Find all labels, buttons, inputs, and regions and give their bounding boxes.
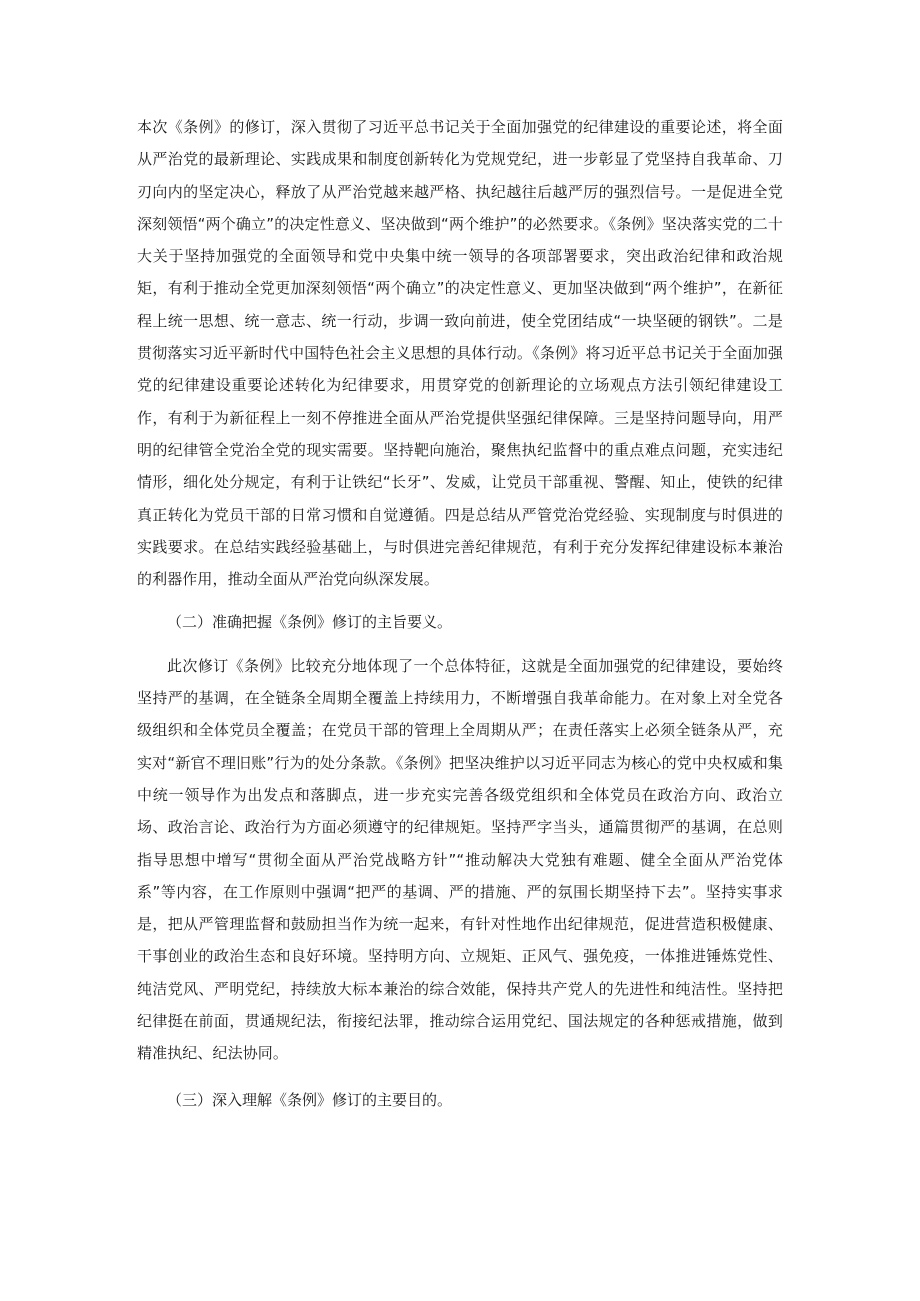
section-heading-3: （三）深入理解《条例》修订的主要目的。 — [167, 1090, 453, 1109]
paragraph-spacer — [137, 639, 783, 650]
paragraph-main-purpose: 此次修订《条例》比较充分地体现了一个总体特征，这就是全面加强党的纪律建设，要始终坚持严的基调，在全链条全周期全覆盖上持续用力，不断增强自我革命能力。在对象上对全党各级组织和全体党员全覆盖；在党员干部的管理上全周期从严；在责任落实上必须全链条从严，充实对“新官不理旧账”行为的处分条款。《条例》把坚决维护以习近平同志为核心的党中央权威和集中统一领导作为出发点和落脚点，进一步充实完善各级党组织和全体党员在政治方向、政治立场、政治言论、政治行为方面必须遵守的纪律规矩。坚持严字当头，通篇贯彻严的基调，在总则指导思想中增写“贯彻全面从严治党战略方针”“推动解决大党独有难题、健全全面从严治党体系”等内容，在工作原则中强调“把严的基调、严的措施、严的氛围长期坚持下去”。坚持实事求是，把从严管理监督和鼓励担当作为统一起来，有针对性地作出纪律规范，促进营造积极健康、干事创业的政治生态和良好环境。坚持明方向、立规矩、正风气、强免疫，一体推进锤炼党性、纯洁党风、严明党纪，持续放大标本兼治的综合效能，保持共产党人的先进性和纯洁性。坚持把纪律挺在前面，贯通规纪法，衔接纪法罪，推动综合运用党纪、国法规定的各种惩戒措施，做到精准执纪、纪法协同。 — [137, 656, 783, 1063]
paragraph-spacer — [137, 1070, 783, 1084]
paragraph-spacer — [137, 595, 783, 606]
paragraph-revision-significance: 本次《条例》的修订，深入贯彻了习近平总书记关于全面加强党的纪律建设的重要论述，将全面从严治党的最新理论、实践成果和制度创新转化为党规党纪，进一步彰显了党坚持自我革命、刀刃向内的坚定决心，释放了从严治党越来越严格、执纪越往后越严厉的强烈信号。一是促进全党深刻领悟“两个确立”的决定性意义、坚决做到“两个维护”的必然要求。《条例》坚决落实党的二十大关于坚持加强党的全面领导和党中央集中统一领导的各项部署要求，突出政治纪律和政治规矩，有利于推动全党更加深刻领悟“两个确立”的决定性意义、更加坚决做到“两个维护”，在新征程上统一思想、统一意志、统一行动，步调一致向前进，使全党团结成“一块坚硬的钢铁”。二是贯彻落实习近平新时代中国特色社会主义思想的具体行动。《条例》将习近平总书记关于全面加强党的纪律建设重要论述转化为纪律要求，用贯穿党的创新理论的立场观点方法引领纪律建设工作，有利于为新征程上一刻不停推进全面从严治党提供坚强纪律保障。三是坚持问题导向，用严明的纪律管全党治全党的现实需要。坚持靶向施治，聚焦执纪监督中的重点难点问题，充实违纪情形，细化处分规定，有利于让铁纪“长牙”、发威，让党员干部重视、警醒、知止，使铁的纪律真正转化为党员干部的日常习惯和自觉遵循。四是总结从严管党治党经验、实现制度与时俱进的实践要求。在总结实践经验基础上，与时俱进完善纪律规范，有利于充分发挥纪律建设标本兼治的利器作用，推动全面从严治党向纵深发展。 — [137, 118, 783, 589]
section-heading-2: （二）准确把握《条例》修订的主旨要义。 — [167, 613, 453, 632]
document-body — [137, 111, 783, 1116]
